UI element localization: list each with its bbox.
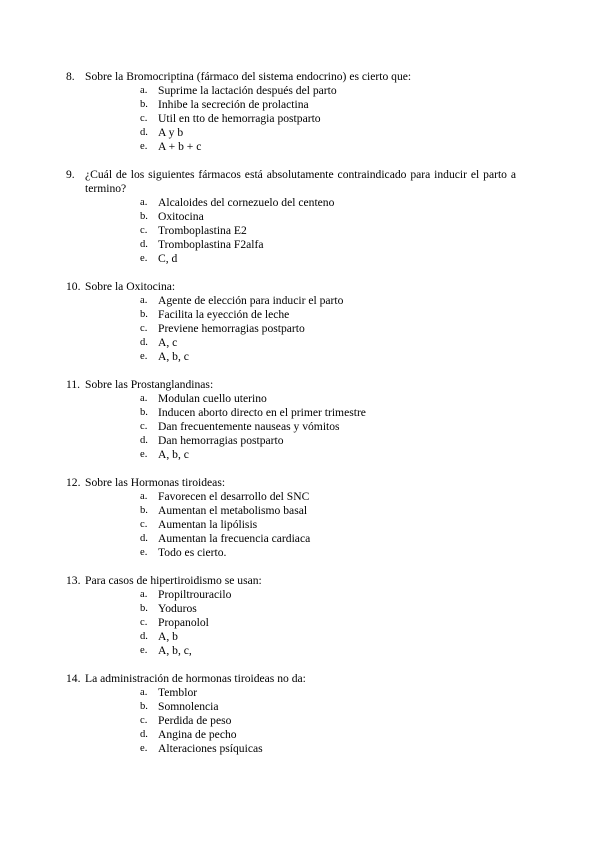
option-letter: a. — [140, 393, 148, 404]
question-stem — [66, 672, 516, 686]
option-text: Temblor — [158, 686, 198, 699]
option-letter: c. — [140, 323, 148, 334]
option-text: Inhibe la secreción de prolactina — [158, 98, 309, 111]
option-letter: e. — [140, 743, 148, 754]
option-letter: b. — [140, 603, 148, 614]
question-stem — [66, 476, 516, 490]
option-text: Suprime la lactación después del parto — [158, 84, 337, 97]
answer-option — [66, 728, 516, 742]
option-text: Aumentan la lipólisis — [158, 518, 258, 531]
answer-option — [66, 616, 516, 630]
option-text: Alteraciones psíquicas — [158, 742, 263, 755]
answer-option — [66, 126, 516, 140]
answer-option — [66, 644, 516, 658]
option-letter: b. — [140, 211, 148, 222]
answer-option — [66, 112, 516, 126]
option-text: Tromboplastina F2alfa — [158, 238, 264, 251]
option-text: Propanolol — [158, 616, 209, 629]
option-letter: e. — [140, 351, 148, 362]
option-text: Dan frecuentemente nauseas y vómitos — [158, 420, 340, 433]
answer-option — [66, 252, 516, 266]
question-block — [66, 280, 516, 364]
option-text: Yoduros — [158, 602, 197, 615]
option-text: A, b, c — [158, 350, 189, 363]
option-text: C, d — [158, 252, 178, 265]
answer-option — [66, 350, 516, 364]
option-letter: a. — [140, 295, 148, 306]
answer-option — [66, 294, 516, 308]
question-number: 14. — [66, 672, 81, 685]
option-text: Propiltrouracilo — [158, 588, 232, 601]
option-text: Favorecen el desarrollo del SNC — [158, 490, 310, 503]
option-letter: b. — [140, 505, 148, 516]
option-text: A, b — [158, 630, 178, 643]
question-block — [66, 168, 516, 266]
option-text: Aumentan la frecuencia cardiaca — [158, 532, 311, 545]
question-stem — [66, 280, 516, 294]
question-number: 11. — [66, 378, 81, 391]
question-block — [66, 70, 516, 154]
option-letter: d. — [140, 435, 148, 446]
answer-option — [66, 630, 516, 644]
option-letter: a. — [140, 589, 148, 600]
answer-option — [66, 238, 516, 252]
option-text: A, c — [158, 336, 178, 349]
question-text: Sobre las Prostanglandinas: — [85, 378, 214, 391]
option-letter: c. — [140, 519, 148, 530]
option-letter: b. — [140, 99, 148, 110]
option-letter: d. — [140, 533, 148, 544]
option-text: Tromboplastina E2 — [158, 224, 247, 237]
option-list — [66, 294, 516, 364]
question-text: ¿Cuál de los siguientes fármacos está absolutamente contraindicado para inducir el parto a termino? — [85, 168, 516, 195]
option-letter: e. — [140, 449, 148, 460]
answer-option — [66, 532, 516, 546]
question-number: 9. — [66, 168, 75, 181]
answer-option — [66, 196, 516, 210]
question-block — [66, 672, 516, 756]
option-letter: d. — [140, 127, 148, 138]
option-letter: b. — [140, 309, 148, 320]
option-letter: c. — [140, 421, 148, 432]
option-letter: b. — [140, 701, 148, 712]
answer-option — [66, 420, 516, 434]
answer-option — [66, 224, 516, 238]
answer-option — [66, 406, 516, 420]
question-stem — [66, 574, 516, 588]
question-block — [66, 574, 516, 658]
answer-option — [66, 392, 516, 406]
answer-option — [66, 686, 516, 700]
option-letter: e. — [140, 547, 148, 558]
option-text: Angina de pecho — [158, 728, 237, 741]
option-letter: a. — [140, 85, 148, 96]
answer-option — [66, 602, 516, 616]
answer-option — [66, 518, 516, 532]
option-text: Previene hemorragias postparto — [158, 322, 305, 335]
question-text: Sobre la Bromocriptina (fármaco del sistema endocrino) es cierto que: — [85, 70, 412, 83]
option-list — [66, 490, 516, 560]
option-list — [66, 84, 516, 154]
question-block — [66, 476, 516, 560]
answer-option — [66, 308, 516, 322]
option-letter: d. — [140, 239, 148, 250]
option-list — [66, 196, 516, 266]
option-letter: c. — [140, 715, 148, 726]
option-text: Todo es cierto. — [158, 546, 227, 559]
option-letter: a. — [140, 197, 148, 208]
question-text: Para casos de hipertiroidismo se usan: — [85, 574, 262, 587]
option-text: Alcaloides del cornezuelo del centeno — [158, 196, 335, 209]
option-letter: a. — [140, 687, 148, 698]
option-letter: d. — [140, 729, 148, 740]
answer-option — [66, 546, 516, 560]
question-stem — [66, 168, 516, 196]
answer-option — [66, 448, 516, 462]
option-text: Agente de elección para inducir el parto — [158, 294, 344, 307]
option-text: Aumentan el metabolismo basal — [158, 504, 308, 517]
answer-option — [66, 98, 516, 112]
option-letter: c. — [140, 113, 148, 124]
option-text: Util en tto de hemorragia postparto — [158, 112, 321, 125]
question-text: Sobre la Oxitocina: — [85, 280, 176, 293]
answer-option — [66, 588, 516, 602]
option-letter: e. — [140, 253, 148, 264]
option-text: A y b — [158, 126, 184, 139]
option-list — [66, 686, 516, 756]
option-text: Dan hemorragias postparto — [158, 434, 284, 447]
answer-option — [66, 140, 516, 154]
option-letter: d. — [140, 631, 148, 642]
question-stem — [66, 378, 516, 392]
question-number: 8. — [66, 70, 75, 83]
option-letter: b. — [140, 407, 148, 418]
option-text: Oxitocina — [158, 210, 204, 223]
answer-option — [66, 490, 516, 504]
question-number: 13. — [66, 574, 81, 587]
question-text: La administración de hormonas tiroideas no da: — [85, 672, 306, 685]
option-text: A + b + c — [158, 140, 202, 153]
option-text: Perdida de peso — [158, 714, 232, 727]
answer-option — [66, 714, 516, 728]
option-text: A, b, c — [158, 448, 189, 461]
question-stem — [66, 70, 516, 84]
option-text: Modulan cuello uterino — [158, 392, 267, 405]
question-block — [66, 378, 516, 462]
answer-option — [66, 700, 516, 714]
option-text: Somnolencia — [158, 700, 219, 713]
option-letter: c. — [140, 225, 148, 236]
answer-option — [66, 336, 516, 350]
option-list — [66, 588, 516, 658]
question-number: 10. — [66, 280, 81, 293]
option-letter: c. — [140, 617, 148, 628]
answer-option — [66, 322, 516, 336]
answer-option — [66, 434, 516, 448]
answer-option — [66, 742, 516, 756]
option-list — [66, 392, 516, 462]
option-letter: d. — [140, 337, 148, 348]
option-text: Inducen aborto directo en el primer trimestre — [158, 406, 366, 419]
option-letter: a. — [140, 491, 148, 502]
question-number: 12. — [66, 476, 81, 489]
answer-option — [66, 504, 516, 518]
question-text: Sobre las Hormonas tiroideas: — [85, 476, 226, 489]
answer-option — [66, 84, 516, 98]
option-letter: e. — [140, 645, 148, 656]
option-text: A, b, c, — [158, 644, 192, 657]
option-text: Facilita la eyección de leche — [158, 308, 290, 321]
option-letter: e. — [140, 141, 148, 152]
answer-option — [66, 210, 516, 224]
question-list — [66, 70, 516, 770]
